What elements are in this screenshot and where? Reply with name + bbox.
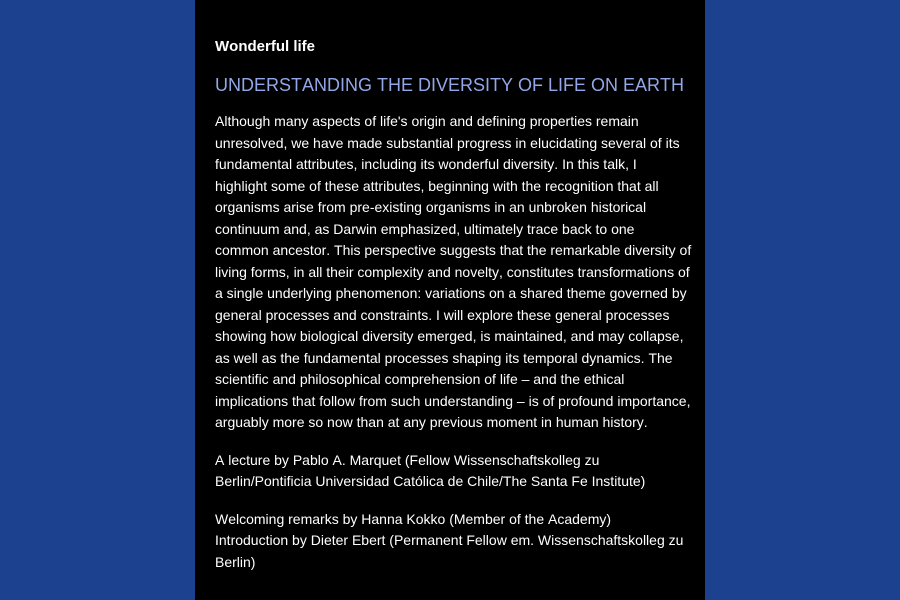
- remarks-block: [215, 509, 692, 574]
- event-abstract: Although many aspects of life's origin and defining properties remain unresolved, we have made substantial progress in elucidating several of its fundamental attributes, including its wonderful diversity. In this talk, I highlight some of these attributes, beginning with the recognition that all organisms arise from pre-existing organisms in an unbroken historical continuum and, as Darwin emphasized, ultimately trace back to one common ancestor. This perspective suggests that the remarkable diversity of living forms, in all their complexity and novelty, constitutes transformations of a single underlying phenomenon: variations on a shared theme governed by general processes and constraints. I will explore these general processes showing how biological diversity emerged, is maintained, and may collapse, as well as the fundamental processes shaping its temporal dynamics. The scientific and philosophical comprehension of life – and the ethical implications that follow from such understanding – is of profound importance, arguably more so now than at any previous moment in human history.: [215, 113, 692, 430]
- introduction-credit: Introduction by Dieter Ebert (Permanent Fellow em. Wissenschaftskolleg zu Berlin): [215, 532, 684, 570]
- event-series-label: Wonderful life: [215, 38, 315, 55]
- event-announcement-panel: [195, 0, 705, 600]
- lecture-credit: A lecture by Pablo A. Marquet (Fellow Wissenschaftskolleg zu Berlin/Pontificia Universidad Católica de Chile/The Santa Fe Institute): [215, 451, 646, 489]
- event-title: UNDERSTANDING THE DIVERSITY OF LIFE ON EARTH: [215, 75, 685, 95]
- welcoming-remarks: Welcoming remarks by Hanna Kokko (Member of the Academy): [215, 510, 612, 527]
